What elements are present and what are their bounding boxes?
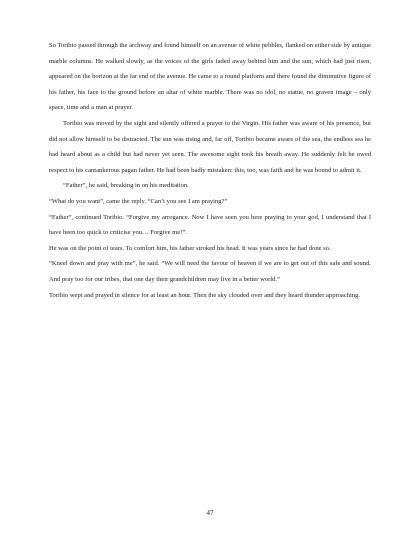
paragraph: “What do you want”, came the reply. “Can’t you see I am praying?” xyxy=(49,197,228,205)
paragraph: “Kneel down and pray with me”, he said. “We will need the favour of heaven if we are to get out of this safe and sound. And pray too for our tribes, that one day their grandchildren may live in a better world.” xyxy=(49,260,371,283)
body-text xyxy=(49,38,371,303)
paragraph: “Father”, he said, breaking in on his meditation. xyxy=(63,182,189,190)
paragraph: Toribio wept and prayed in silence for at least an hour. Then the sky clouded over and they heard thunder approaching. xyxy=(49,291,361,299)
paragraph: So Toribio passed through the archway and found himself on an avenue of white pebbles, flanked on either side by antique marble columns. He walked slowly, as the voices of the girls faded away behind him and the sun, which had just risen, appeared on the horizon at the far end of the avenue. He came to a round platform and there found the diminutive figure of his father, his face to the ground before an altar of white marble. There was no idol, no statue, no graven image – only space, time and a man at prayer. xyxy=(49,42,371,112)
paragraph: He was on the point of tears. To comfort him, his father stroked his head. It was years since he had done so. xyxy=(49,244,331,252)
page-number: 47 xyxy=(206,509,214,517)
paragraph: “Father”, continued Toribio. “Forgive my arrogance. Now I have seen you here praying to your god, I understand that I have been too quick to criticise you… Forgive me!”. xyxy=(49,213,371,237)
paragraph: Toribio was moved by the sight and silently offered a prayer to the Virgin. His father was aware of his presence, but did not allow himself to be distracted. The sun was rising and, far off, Toribio became aware of the sea, the endless sea he had heard about as a child but had never yet seen. The awesome sight took his breath away. He suddenly felt he owed respect to his cantankerous pagan father. He had been badly mistaken: this, too, was faith and he was bound to admit it. xyxy=(49,119,371,174)
